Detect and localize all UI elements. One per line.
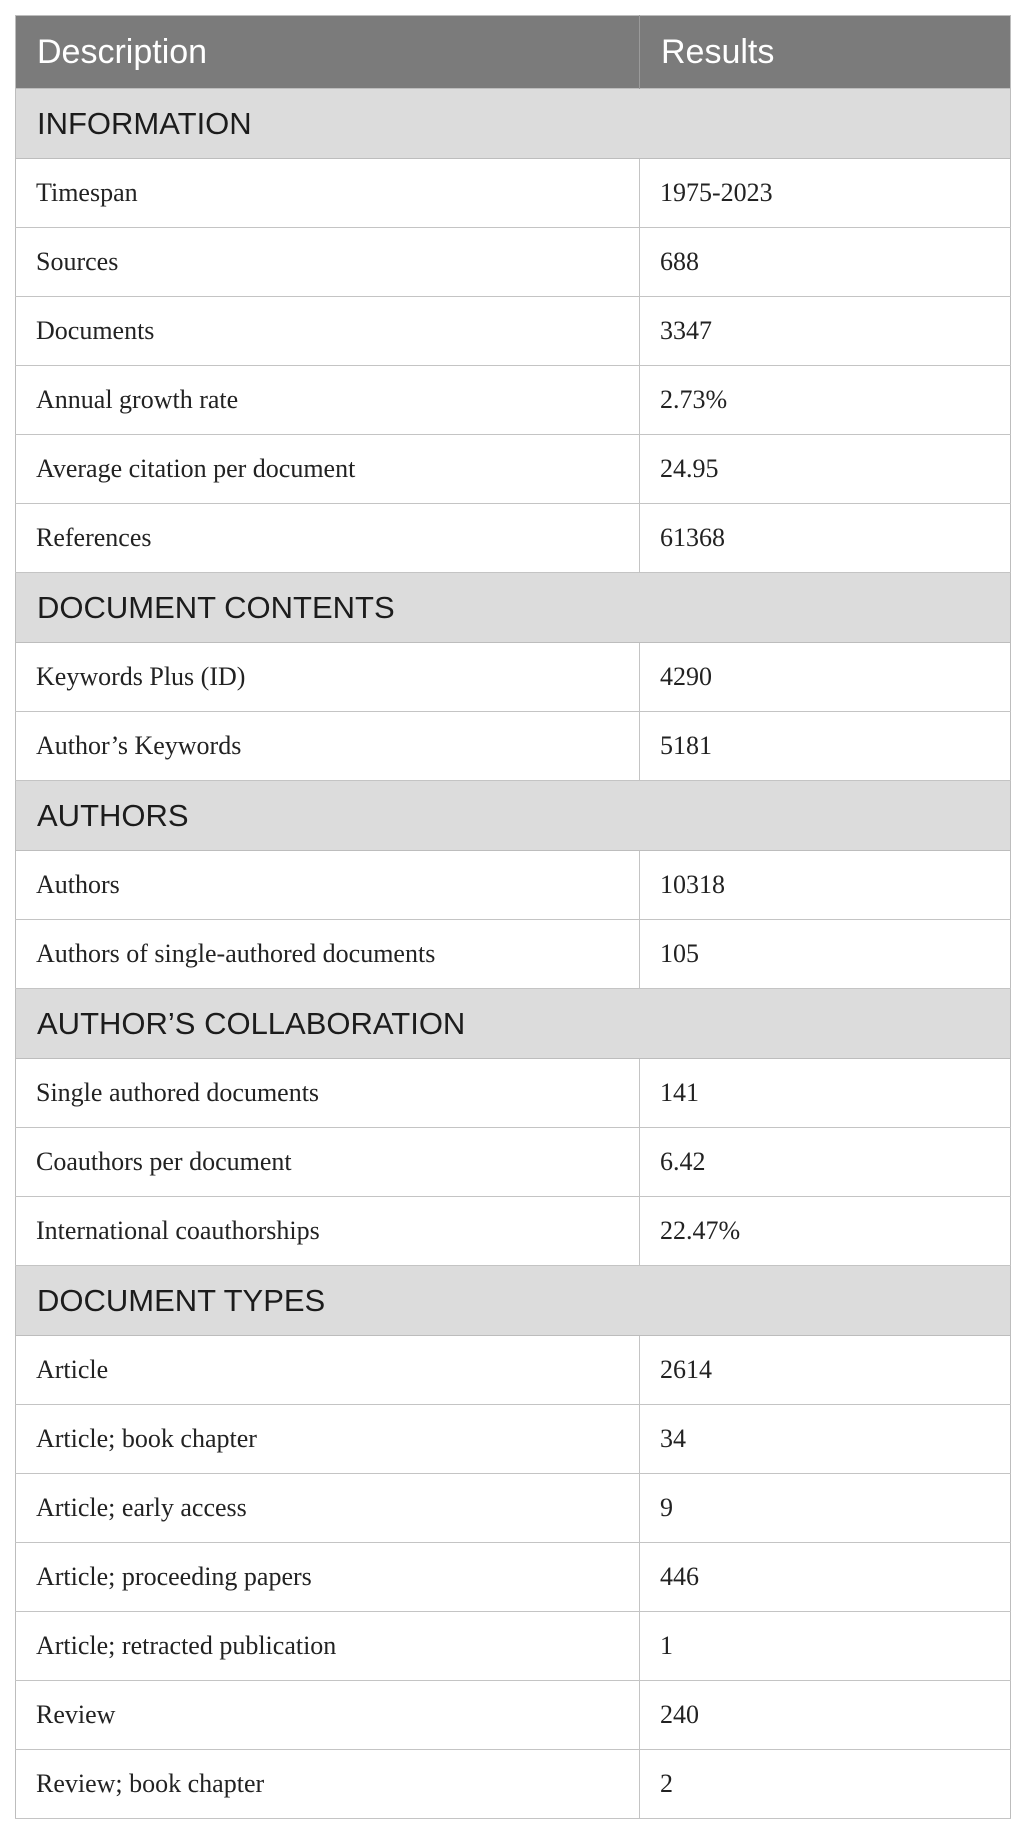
table-row — [16, 1474, 1011, 1543]
row-value: 1 — [640, 1612, 1011, 1681]
row-value: 61368 — [640, 504, 1011, 573]
row-value: 688 — [640, 228, 1011, 297]
section-header-authors-collaboration — [16, 989, 1011, 1059]
summary-table-container — [15, 15, 1010, 1819]
row-value: 24.95 — [640, 435, 1011, 504]
table-body — [16, 89, 1011, 1819]
table-row — [16, 435, 1011, 504]
row-label: Sources — [16, 228, 640, 297]
table-header-row — [16, 16, 1011, 89]
table-row — [16, 712, 1011, 781]
table-row — [16, 1128, 1011, 1197]
row-value: 3347 — [640, 297, 1011, 366]
row-label: Article; retracted publication — [16, 1612, 640, 1681]
table-row — [16, 504, 1011, 573]
row-value: 5181 — [640, 712, 1011, 781]
section-title: AUTHOR’S COLLABORATION — [16, 989, 1011, 1059]
table-row — [16, 1059, 1011, 1128]
row-value: 34 — [640, 1405, 1011, 1474]
row-label: Article; proceeding papers — [16, 1543, 640, 1612]
row-label: Author’s Keywords — [16, 712, 640, 781]
row-value: 10318 — [640, 851, 1011, 920]
row-label: Article; book chapter — [16, 1405, 640, 1474]
summary-table — [15, 15, 1011, 1819]
row-label: Annual growth rate — [16, 366, 640, 435]
row-value: 6.42 — [640, 1128, 1011, 1197]
section-header-information — [16, 89, 1011, 159]
row-value: 105 — [640, 920, 1011, 989]
row-label: Keywords Plus (ID) — [16, 643, 640, 712]
row-value: 2.73% — [640, 366, 1011, 435]
row-value: 141 — [640, 1059, 1011, 1128]
table-row — [16, 1543, 1011, 1612]
row-value: 446 — [640, 1543, 1011, 1612]
header-results: Results — [640, 16, 1011, 89]
row-value: 2 — [640, 1750, 1011, 1819]
row-label: Article — [16, 1336, 640, 1405]
table-row — [16, 159, 1011, 228]
table-row — [16, 1612, 1011, 1681]
row-label: Documents — [16, 297, 640, 366]
row-label: Review; book chapter — [16, 1750, 640, 1819]
row-value: 2614 — [640, 1336, 1011, 1405]
row-label: Article; early access — [16, 1474, 640, 1543]
table-row — [16, 1405, 1011, 1474]
section-header-document-contents — [16, 573, 1011, 643]
row-label: Single authored documents — [16, 1059, 640, 1128]
row-label: Authors — [16, 851, 640, 920]
table-row — [16, 297, 1011, 366]
row-label: Authors of single-authored documents — [16, 920, 640, 989]
table-row — [16, 920, 1011, 989]
row-label: Timespan — [16, 159, 640, 228]
table-row — [16, 366, 1011, 435]
section-header-authors — [16, 781, 1011, 851]
row-label: Average citation per document — [16, 435, 640, 504]
row-value: 4290 — [640, 643, 1011, 712]
table-row — [16, 1197, 1011, 1266]
row-label: International coauthorships — [16, 1197, 640, 1266]
header-description: Description — [16, 16, 640, 89]
table-row — [16, 1336, 1011, 1405]
section-header-document-types — [16, 1266, 1011, 1336]
section-title: AUTHORS — [16, 781, 1011, 851]
section-title: DOCUMENT TYPES — [16, 1266, 1011, 1336]
row-value: 240 — [640, 1681, 1011, 1750]
section-title: INFORMATION — [16, 89, 1011, 159]
table-row — [16, 1750, 1011, 1819]
row-value: 9 — [640, 1474, 1011, 1543]
row-value: 1975-2023 — [640, 159, 1011, 228]
table-row — [16, 851, 1011, 920]
table-row — [16, 228, 1011, 297]
row-value: 22.47% — [640, 1197, 1011, 1266]
row-label: Coauthors per document — [16, 1128, 640, 1197]
table-row — [16, 1681, 1011, 1750]
section-title: DOCUMENT CONTENTS — [16, 573, 1011, 643]
row-label: References — [16, 504, 640, 573]
table-row — [16, 643, 1011, 712]
row-label: Review — [16, 1681, 640, 1750]
